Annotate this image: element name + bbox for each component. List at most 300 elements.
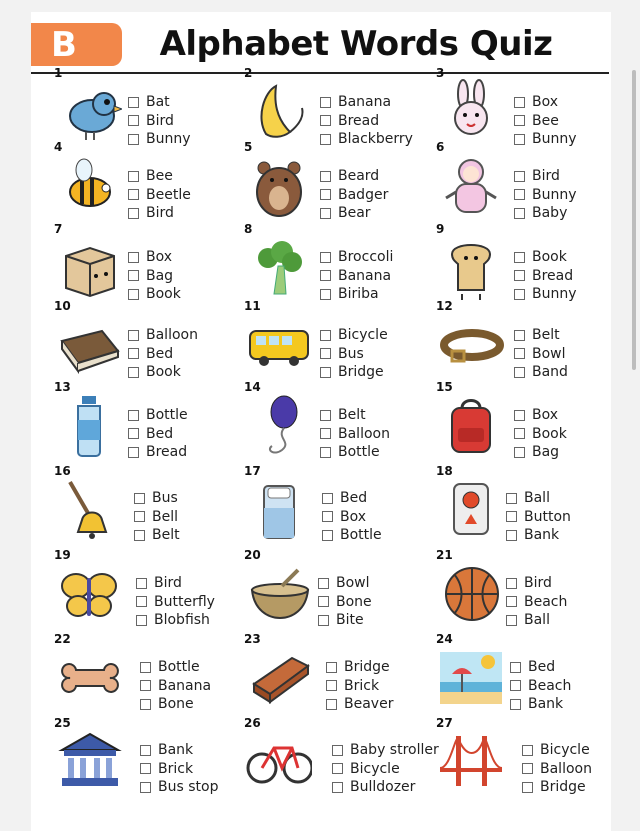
answer-checkbox[interactable] [514,208,525,219]
answer-option[interactable] [320,186,388,205]
question-number: 18 [436,464,453,478]
answer-checkbox[interactable] [136,596,147,607]
answer-label: Bee [532,112,559,129]
answer-checkbox[interactable] [140,763,151,774]
answer-label: Bicycle [350,760,400,777]
answer-checkbox[interactable] [320,367,331,378]
answer-option[interactable] [506,508,571,527]
answer-options [506,489,571,545]
answer-label: Bed [146,345,174,362]
question-number: 7 [54,222,63,236]
answer-checkbox[interactable] [128,270,139,281]
answer-checkbox[interactable] [514,289,525,300]
question-number: 9 [436,222,445,236]
answer-option[interactable] [514,345,568,364]
answer-label: Bread [532,267,574,284]
answer-options [320,248,393,304]
answer-checkbox[interactable] [514,252,525,263]
answer-option[interactable] [506,489,571,508]
question-item [54,222,246,308]
answer-option[interactable] [128,204,191,223]
answer-option[interactable] [320,345,388,364]
answer-checkbox[interactable] [128,252,139,263]
answer-checkbox[interactable] [320,208,331,219]
answer-label: Box [146,249,173,266]
answer-label: Bed [146,425,174,442]
answer-option[interactable] [514,112,577,131]
answer-option[interactable] [134,508,180,527]
bee-picture [56,152,122,218]
answer-label: Bag [146,267,174,284]
answer-option[interactable] [514,425,567,444]
answer-label: Bowl [532,345,566,362]
answer-option[interactable] [128,326,198,345]
question-number: 11 [244,299,261,313]
broccoli-picture [246,234,312,300]
answer-label: Ball [524,612,550,629]
answer-label: Bat [146,94,170,111]
answer-options [326,658,393,714]
question-item [54,632,246,718]
scrollbar[interactable] [632,70,636,370]
answer-checkbox[interactable] [506,511,517,522]
answer-label: Bunny [146,131,191,148]
butterfly-picture [56,560,122,626]
answer-label: Book [146,364,181,381]
answer-options [510,658,571,714]
answer-option[interactable] [128,248,181,267]
answer-label: Band [532,364,568,381]
answer-checkbox[interactable] [134,530,145,541]
answer-label: Bottle [158,659,200,676]
question-item [54,716,246,802]
answer-label: Brick [344,677,380,694]
answer-option[interactable] [134,526,180,545]
answer-checkbox[interactable] [510,662,521,673]
bowl-picture [246,560,312,626]
answer-options [128,167,191,223]
answer-options [320,326,388,382]
answer-option[interactable] [514,93,577,112]
question-number: 4 [54,140,63,154]
bus-picture [246,311,312,377]
bread-picture [438,234,504,300]
answer-checkbox[interactable] [320,270,331,281]
answer-option[interactable] [128,93,191,112]
answer-checkbox[interactable] [514,97,525,108]
question-number: 27 [436,716,453,730]
answer-option[interactable] [320,267,393,286]
answer-checkbox[interactable] [136,615,147,626]
question-number: 16 [54,464,71,478]
answer-option[interactable] [320,112,413,131]
answer-checkbox[interactable] [510,699,521,710]
question-item [436,716,628,802]
answer-option[interactable] [140,677,211,696]
answer-label: Broccoli [338,249,394,266]
answer-option[interactable] [522,778,592,797]
answer-option[interactable] [320,326,388,345]
answer-option[interactable] [326,677,393,696]
answer-options [514,406,567,462]
answer-option[interactable] [128,186,191,205]
answer-label: Beach [528,677,572,694]
answer-option[interactable] [506,574,567,593]
answer-label: Bank [158,742,194,759]
answer-option[interactable] [514,186,577,205]
question-number: 8 [244,222,253,236]
answer-options [514,93,577,149]
answer-option[interactable] [128,345,198,364]
answer-label: Bell [152,508,178,525]
answer-option[interactable] [128,363,198,382]
answer-label: Bridge [540,779,586,796]
answer-label: Bird [146,112,174,129]
answer-label: Bus [152,490,178,507]
answer-checkbox[interactable] [136,578,147,589]
answer-option[interactable] [332,741,439,760]
answer-option[interactable] [320,204,388,223]
answer-option[interactable] [140,760,218,779]
answer-option[interactable] [510,677,571,696]
answer-option[interactable] [320,167,388,186]
answer-checkbox[interactable] [320,330,331,341]
answer-checkbox[interactable] [514,447,525,458]
answer-option[interactable] [128,425,188,444]
answer-checkbox[interactable] [514,410,525,421]
answer-checkbox[interactable] [332,782,343,793]
answer-option[interactable] [522,741,592,760]
answer-label: Bicycle [540,742,590,759]
answer-checkbox[interactable] [506,578,517,589]
answer-option[interactable] [322,489,382,508]
answer-option[interactable] [128,406,188,425]
question-number: 5 [244,140,253,154]
answer-label: Belt [532,327,560,344]
answer-checkbox[interactable] [514,171,525,182]
answer-label: Bridge [338,364,384,381]
answer-option[interactable] [514,267,577,286]
brick-picture [246,644,312,710]
answer-options [514,326,568,382]
answer-label: Bird [154,575,182,592]
button-picture [438,476,504,542]
question-number: 19 [54,548,71,562]
answer-checkbox[interactable] [326,680,337,691]
answer-options [522,741,592,797]
question-item [54,66,246,152]
answer-checkbox[interactable] [128,447,139,458]
answer-option[interactable] [332,760,439,779]
answer-checkbox[interactable] [128,208,139,219]
question-item [244,140,436,226]
beach-picture [438,644,504,710]
answer-option[interactable] [510,658,571,677]
bridge-picture [438,728,504,794]
answer-checkbox[interactable] [140,680,151,691]
answer-options [320,167,388,223]
answer-option[interactable] [140,741,218,760]
answer-option[interactable] [514,406,567,425]
answer-option[interactable] [514,204,577,223]
bunny-picture [438,78,504,144]
answer-label: Bird [146,205,174,222]
bag-picture [438,392,504,458]
answer-checkbox[interactable] [320,171,331,182]
answer-label: Bicycle [338,327,388,344]
answer-checkbox[interactable] [128,367,139,378]
question-number: 13 [54,380,71,394]
question-item [436,222,628,308]
answer-option[interactable] [514,326,568,345]
answer-label: Beach [524,593,568,610]
answer-label: Butterfly [154,593,215,610]
answer-label: Bottle [338,444,380,461]
answer-option[interactable] [140,658,211,677]
question-number: 24 [436,632,453,646]
answer-label: Bunny [532,286,577,303]
answer-label: Bread [338,112,380,129]
answer-option[interactable] [320,406,390,425]
answer-label: Bone [158,696,194,713]
answer-option[interactable] [506,593,567,612]
answer-checkbox[interactable] [320,410,331,421]
answer-checkbox[interactable] [506,493,517,504]
answer-label: Belt [338,407,366,424]
answer-checkbox[interactable] [128,410,139,421]
answer-checkbox[interactable] [320,428,331,439]
question-number: 3 [436,66,445,80]
question-item [436,548,628,634]
question-number: 26 [244,716,261,730]
ball-picture [438,560,504,626]
question-item [436,140,628,226]
question-number: 6 [436,140,445,154]
answer-checkbox[interactable] [320,189,331,200]
answer-checkbox[interactable] [140,662,151,673]
answer-checkbox[interactable] [510,680,521,691]
answer-checkbox[interactable] [514,115,525,126]
answer-checkbox[interactable] [140,745,151,756]
answer-options [140,741,218,797]
answer-checkbox[interactable] [128,134,139,145]
answer-checkbox[interactable] [318,615,329,626]
answer-checkbox[interactable] [514,428,525,439]
answer-option[interactable] [128,285,181,304]
answer-checkbox[interactable] [128,97,139,108]
question-number: 2 [244,66,253,80]
answer-option[interactable] [136,593,215,612]
question-item [436,380,628,466]
answer-label: Bus stop [158,779,219,796]
answer-label: Ball [524,490,550,507]
answer-options [318,574,372,630]
question-number: 21 [436,548,453,562]
answer-options [128,248,181,304]
answer-checkbox[interactable] [506,596,517,607]
answer-label: Balloon [146,327,198,344]
answer-option[interactable] [522,760,592,779]
question-item [244,632,436,718]
question-number: 20 [244,548,261,562]
answer-option[interactable] [514,248,577,267]
answer-checkbox[interactable] [506,530,517,541]
answer-checkbox[interactable] [320,289,331,300]
answer-checkbox[interactable] [514,330,525,341]
answer-option[interactable] [320,443,390,462]
answer-option[interactable] [128,167,191,186]
answer-option[interactable] [326,695,393,714]
answer-checkbox[interactable] [322,493,333,504]
answer-options [140,658,211,714]
answer-checkbox[interactable] [128,330,139,341]
answer-label: Bowl [336,575,370,592]
answer-options [134,489,180,545]
answer-label: Banana [338,267,392,284]
answer-option[interactable] [128,443,188,462]
answer-label: Bee [146,168,173,185]
answer-option[interactable] [134,489,180,508]
question-item [54,299,246,385]
answer-checkbox[interactable] [128,189,139,200]
question-number: 23 [244,632,261,646]
answer-checkbox[interactable] [514,134,525,145]
answer-options [322,489,382,545]
answer-label: Bird [532,168,560,185]
answer-option[interactable] [514,285,577,304]
answer-option[interactable] [128,267,181,286]
answer-label: Biriba [338,286,379,303]
answer-option[interactable] [326,658,393,677]
answer-checkbox[interactable] [522,763,533,774]
answer-option[interactable] [320,93,413,112]
answer-option[interactable] [514,443,567,462]
question-item [54,548,246,634]
answer-checkbox[interactable] [514,189,525,200]
answer-checkbox[interactable] [514,270,525,281]
answer-option[interactable] [332,778,439,797]
answer-option[interactable] [510,695,571,714]
answer-checkbox[interactable] [320,134,331,145]
answer-checkbox[interactable] [318,578,329,589]
answer-label: Box [340,508,367,525]
book-picture [56,311,122,377]
question-item [436,632,628,718]
answer-checkbox[interactable] [506,615,517,626]
bell-picture [56,476,122,542]
answer-checkbox[interactable] [140,782,151,793]
answer-option[interactable] [322,508,382,527]
answer-checkbox[interactable] [128,289,139,300]
answer-label: Box [532,407,559,424]
answer-option[interactable] [318,593,372,612]
question-item [244,548,436,634]
bicycle-picture [246,728,312,794]
answer-option[interactable] [128,112,191,131]
answer-checkbox[interactable] [322,511,333,522]
answer-label: Box [532,94,559,111]
answer-checkbox[interactable] [514,367,525,378]
answer-checkbox[interactable] [320,97,331,108]
answer-checkbox[interactable] [326,699,337,710]
answer-checkbox[interactable] [128,115,139,126]
answer-option[interactable] [506,611,567,630]
answer-label: Bulldozer [350,779,416,796]
answer-label: Baby stroller [350,742,439,759]
answer-option[interactable] [136,611,215,630]
answer-option[interactable] [322,526,382,545]
answer-label: Bank [524,527,560,544]
answer-checkbox[interactable] [320,115,331,126]
answer-option[interactable] [514,363,568,382]
answer-checkbox[interactable] [134,493,145,504]
answer-checkbox[interactable] [332,745,343,756]
answer-checkbox[interactable] [332,763,343,774]
answer-option[interactable] [320,285,393,304]
question-number: 25 [54,716,71,730]
answer-label: Badger [338,186,389,203]
answer-option[interactable] [136,574,215,593]
answer-checkbox[interactable] [128,171,139,182]
answer-option[interactable] [320,425,390,444]
answer-option[interactable] [320,248,393,267]
answer-checkbox[interactable] [320,252,331,263]
box-picture [56,234,122,300]
answer-checkbox[interactable] [320,348,331,359]
answer-label: Banana [338,94,392,111]
answer-checkbox[interactable] [128,428,139,439]
answer-checkbox[interactable] [522,745,533,756]
answer-checkbox[interactable] [326,662,337,673]
answer-label: Bite [336,612,364,629]
answer-checkbox[interactable] [128,348,139,359]
answer-label: Beaver [344,696,394,713]
answer-option[interactable] [320,363,388,382]
answer-option[interactable] [140,695,211,714]
answer-option[interactable] [514,167,577,186]
answer-label: Balloon [338,425,390,442]
answer-option[interactable] [140,778,218,797]
answer-checkbox[interactable] [514,348,525,359]
question-item [54,464,246,550]
answer-label: Bunny [532,186,577,203]
answer-label: Blackberry [338,131,413,148]
worksheet [31,12,611,831]
baby-picture [438,152,504,218]
answer-label: Bunny [532,131,577,148]
page-title: Alphabet Words Quiz [159,24,553,64]
answer-option[interactable] [318,611,372,630]
answer-option[interactable] [506,526,571,545]
question-item [244,66,436,152]
answer-checkbox[interactable] [318,596,329,607]
answer-checkbox[interactable] [320,447,331,458]
answer-options [128,326,198,382]
question-number: 10 [54,299,71,313]
answer-option[interactable] [318,574,372,593]
question-item [244,464,436,550]
answer-label: Bottle [146,407,188,424]
bed-picture [246,476,312,542]
question-item [54,140,246,226]
answer-checkbox[interactable] [522,782,533,793]
answer-checkbox[interactable] [134,511,145,522]
answer-checkbox[interactable] [140,699,151,710]
belt-picture [438,311,504,377]
answer-label: Book [146,286,181,303]
question-number: 22 [54,632,71,646]
answer-checkbox[interactable] [322,530,333,541]
